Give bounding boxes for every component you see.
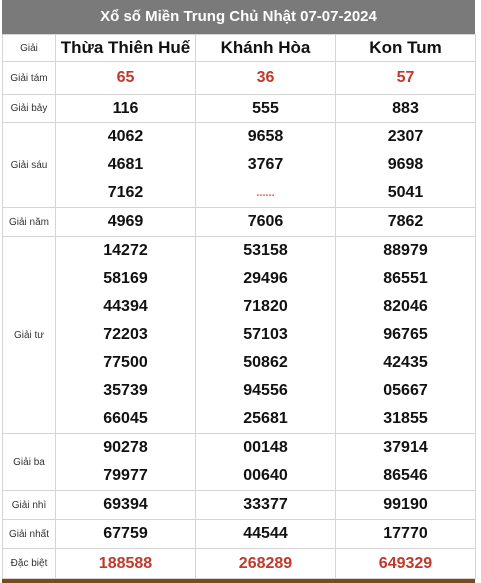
- prize-value: 17770: [336, 520, 476, 549]
- prize-label: Giải nhất: [3, 520, 56, 549]
- prize-row-4: [3, 237, 476, 434]
- prize-row-2: [3, 491, 476, 520]
- prize-value: 53158: [243, 242, 288, 259]
- prize-row-6: [3, 123, 476, 208]
- prize-value: 7606: [196, 208, 336, 237]
- special-prize-value: 188588: [56, 549, 196, 579]
- prize-label: Đặc biệt: [3, 549, 56, 579]
- prize-value: 71820: [243, 298, 288, 315]
- bottom-bar: [2, 579, 475, 583]
- prize-cell: [336, 237, 476, 434]
- prize-value: 7862: [336, 208, 476, 237]
- prize-value: 116: [56, 95, 196, 123]
- prize-value: 05667: [383, 382, 428, 399]
- prize-cell: [196, 434, 336, 491]
- prize-value: 67759: [56, 520, 196, 549]
- prize-value: 2307: [387, 128, 424, 145]
- prize-value: 99190: [336, 491, 476, 520]
- prize-value: 37914: [383, 439, 428, 456]
- prize-cell: [196, 123, 336, 208]
- prize-label: Giải tư: [3, 237, 56, 434]
- prize-value: 58169: [103, 270, 148, 287]
- prize-value: 5041: [387, 184, 424, 201]
- prize-row-1: [3, 520, 476, 549]
- prize-value: 94556: [243, 382, 288, 399]
- prize-label: Giải bảy: [3, 95, 56, 123]
- province-khanh-hoa[interactable]: Khánh Hòa: [196, 35, 336, 62]
- header-label: Giải: [3, 35, 56, 62]
- prize-value: 66045: [103, 410, 148, 427]
- prize-value: 79977: [103, 467, 148, 484]
- prize-row-5: [3, 208, 476, 237]
- prize-cell: [56, 123, 196, 208]
- prize-value: 90278: [103, 439, 148, 456]
- prize-value: 86551: [383, 270, 428, 287]
- prize-value: 36: [196, 62, 336, 95]
- prize-value: 14272: [103, 242, 148, 259]
- prize-row-8: [3, 62, 476, 95]
- prize-value: 33377: [196, 491, 336, 520]
- prize-value: 4969: [56, 208, 196, 237]
- prize-value: 96765: [383, 326, 428, 343]
- pending-value: ......: [256, 187, 275, 199]
- prize-value: 555: [196, 95, 336, 123]
- prize-value: 82046: [383, 298, 428, 315]
- prize-value: 44544: [196, 520, 336, 549]
- prize-value: 4681: [107, 156, 144, 173]
- prize-value: 42435: [383, 354, 428, 371]
- prize-value: 65: [56, 62, 196, 95]
- prize-cell: [56, 434, 196, 491]
- province-hue[interactable]: Thừa Thiên Huế: [56, 35, 196, 62]
- prize-row-7: [3, 95, 476, 123]
- page-title: Xổ số Miền Trung Chủ Nhật 07-07-2024: [2, 0, 475, 34]
- prize-value: 883: [336, 95, 476, 123]
- prize-value: 50862: [243, 354, 288, 371]
- prize-value: 9658: [247, 128, 284, 145]
- special-prize-value: 649329: [336, 549, 476, 579]
- prize-label: Giải tám: [3, 62, 56, 95]
- prize-value: 35739: [103, 382, 148, 399]
- prize-value: 25681: [243, 410, 288, 427]
- lottery-results: [2, 0, 475, 583]
- prize-value: 69394: [56, 491, 196, 520]
- prize-value: 00640: [243, 467, 288, 484]
- prize-value: 72203: [103, 326, 148, 343]
- prize-value: 00148: [243, 439, 288, 456]
- prize-row-3: [3, 434, 476, 491]
- prize-row-special: [3, 549, 476, 579]
- prize-value: 9698: [387, 156, 424, 173]
- prize-value: 57103: [243, 326, 288, 343]
- header-row: [3, 35, 476, 62]
- prize-label: Giải ba: [3, 434, 56, 491]
- prize-label: Giải nhì: [3, 491, 56, 520]
- prize-value: 31855: [383, 410, 428, 427]
- prize-value: 57: [336, 62, 476, 95]
- prize-cell: [56, 237, 196, 434]
- prize-cell: [336, 434, 476, 491]
- results-table: [2, 34, 476, 579]
- prize-value: 86546: [383, 467, 428, 484]
- prize-value: 29496: [243, 270, 288, 287]
- province-kon-tum[interactable]: Kon Tum: [336, 35, 476, 62]
- prize-label: Giải năm: [3, 208, 56, 237]
- special-prize-value: 268289: [196, 549, 336, 579]
- prize-value: 7162: [107, 184, 144, 201]
- prize-value: 3767: [247, 156, 284, 173]
- prize-cell: [336, 123, 476, 208]
- prize-value: 88979: [383, 242, 428, 259]
- prize-value: 77500: [103, 354, 148, 371]
- prize-cell: [196, 237, 336, 434]
- prize-value: 44394: [103, 298, 148, 315]
- prize-label: Giải sáu: [3, 123, 56, 208]
- prize-value: 4062: [107, 128, 144, 145]
